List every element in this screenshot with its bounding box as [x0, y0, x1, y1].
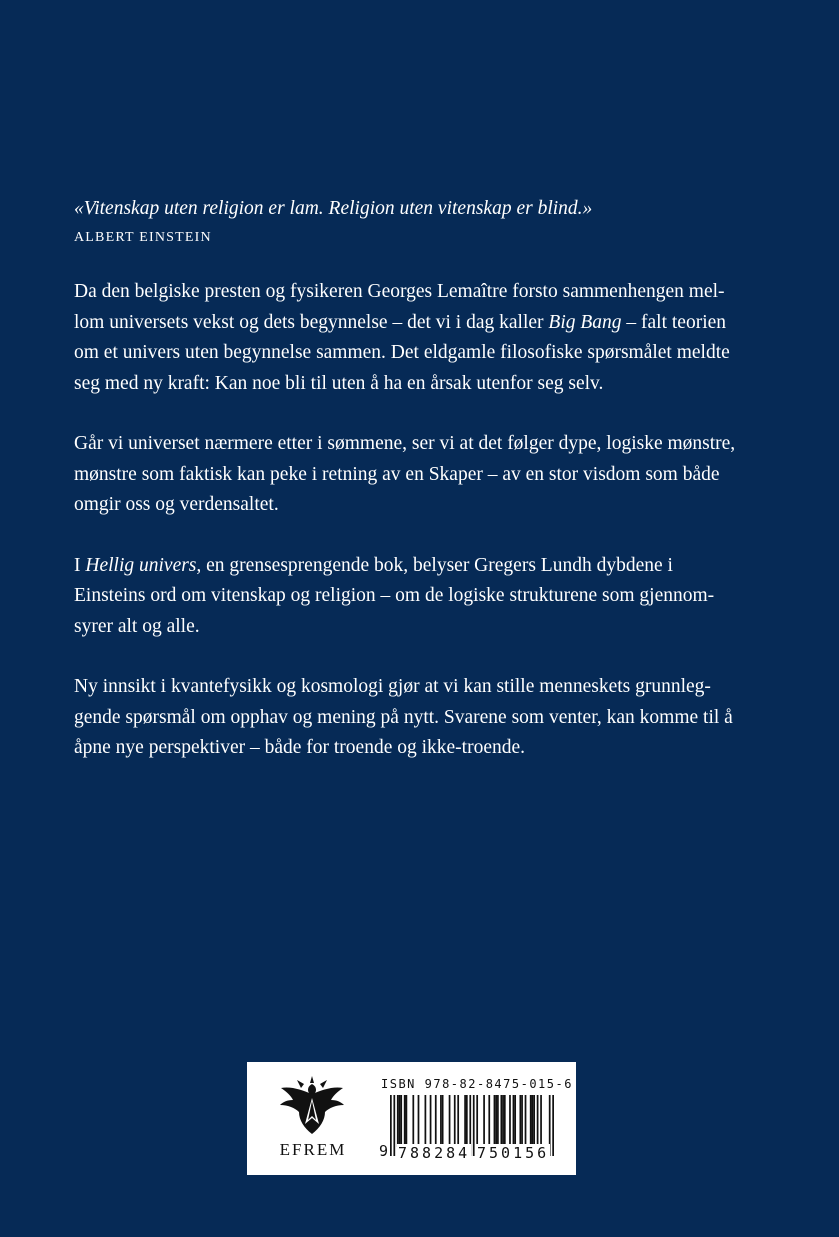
barcode-bar [504, 1095, 506, 1147]
barcode-bar [533, 1095, 535, 1147]
barcode-bar [454, 1095, 456, 1147]
paragraph-lemaitre [74, 277, 774, 399]
barcode-bar [397, 1095, 399, 1147]
barcode-bar [440, 1095, 442, 1147]
barcode-bar [393, 1095, 395, 1156]
text-run: – falt teorien [621, 311, 727, 333]
paragraph-line: Går vi universet nærmere etter i sømmene, ser vi at det følger dype, logiske mønstre, [74, 433, 736, 454]
isbn-label: ISBN 978-82-8475-015-6 [381, 1077, 573, 1091]
barcode-bar [425, 1095, 427, 1147]
paragraph-patterns [74, 429, 774, 521]
barcode-bar [521, 1095, 523, 1147]
barcode-bar [430, 1095, 432, 1147]
text-run: lom universets vekst og dets begynnelse – det vi i dag kaller [74, 311, 549, 333]
paragraph-line: seg med ny kraft: Kan noe bli til uten å ha en årsak utenfor seg selv. [74, 372, 604, 394]
barcode-bar [497, 1095, 499, 1147]
barcode-bar [400, 1095, 402, 1147]
publisher-name: EFREM [279, 1140, 347, 1159]
ean-digits-right: 750156 [477, 1144, 550, 1162]
einstein-quote: «Vitenskap uten religion er lam. Religion uten vitenskap er blind.» [74, 198, 593, 219]
italic-term: Big Bang [548, 311, 622, 333]
barcode-bar [495, 1095, 497, 1147]
publisher-barcode-box [247, 1062, 576, 1175]
paragraph-line: mønstre som faktisk kan peke i retning av en Skaper – av en stor visdom som både [74, 463, 720, 485]
barcode-bar [457, 1095, 459, 1147]
barcode-bar [552, 1095, 554, 1156]
barcode-bar [519, 1095, 521, 1147]
text-run: I [74, 554, 86, 576]
paragraph-line: Ny innsikt i kvantefysikk og kosmologi gjør at vi kan stille menneskets grunnleg- [74, 676, 711, 697]
barcode-bar [399, 1095, 401, 1147]
barcode-bar [513, 1095, 515, 1147]
barcode-bar [488, 1095, 490, 1147]
book-title: Hellig univers, [85, 554, 202, 576]
back-cover-text [74, 194, 774, 764]
barcode-bar [509, 1095, 511, 1147]
paragraph-line: Da den belgiske presten og fysikeren Georges Lemaître forsto sammenhengen mel- [74, 281, 725, 302]
bird-emblem-icon [277, 1076, 347, 1138]
barcode-bar [494, 1095, 496, 1147]
quote-attribution: ALBERT EINSTEIN [74, 230, 212, 245]
barcode-bar [435, 1095, 437, 1147]
barcode-bar [532, 1095, 534, 1147]
barcode-bar [466, 1095, 468, 1147]
barcode-bar [464, 1095, 466, 1147]
paragraph-insight [74, 672, 774, 764]
barcode-bar [537, 1095, 539, 1147]
barcode-bar [390, 1095, 392, 1156]
barcode-bar [525, 1095, 527, 1147]
barcode-bar [404, 1095, 406, 1147]
barcode-bar [530, 1095, 532, 1147]
paragraph-line [74, 551, 774, 582]
barcode-bar [406, 1095, 408, 1147]
barcode-bar [412, 1095, 414, 1147]
ean-digits-left: 788284 [398, 1144, 471, 1162]
barcode-bar [418, 1095, 420, 1147]
ean-digit-first: 9 [379, 1142, 389, 1160]
barcode-bar [442, 1095, 444, 1147]
paragraph-line: gende spørsmål om opphav og mening på nytt. Svarene som venter, kan komme til å [74, 706, 733, 728]
paragraph-line: Einsteins ord om vitenskap og religion – om de logiske strukturene som gjennom- [74, 585, 715, 606]
paragraph-line: omgir oss og verdensaltet. [74, 494, 279, 515]
barcode-bar [473, 1095, 475, 1156]
paragraph-line [74, 308, 774, 339]
barcode-bar [483, 1095, 485, 1147]
paragraph-line: om et univers uten begynnelse sammen. Det eldgamle filosofiske spørsmålet meldte [74, 342, 730, 363]
paragraph-line: åpne nye perspektiver – både for troende og ikke-troende. [74, 737, 526, 758]
barcode-bar [540, 1095, 542, 1147]
barcode-bar [476, 1095, 478, 1147]
barcode-bar [502, 1095, 504, 1147]
barcode-bar [449, 1095, 451, 1147]
barcode-bar [514, 1095, 516, 1147]
paragraph-book [74, 551, 774, 643]
paragraph-line: syrer alt og alle. [74, 615, 200, 637]
text-run: en grensesprengende bok, belyser Gregers Lundh dybdene i [201, 554, 673, 576]
barcode-bar [500, 1095, 502, 1147]
